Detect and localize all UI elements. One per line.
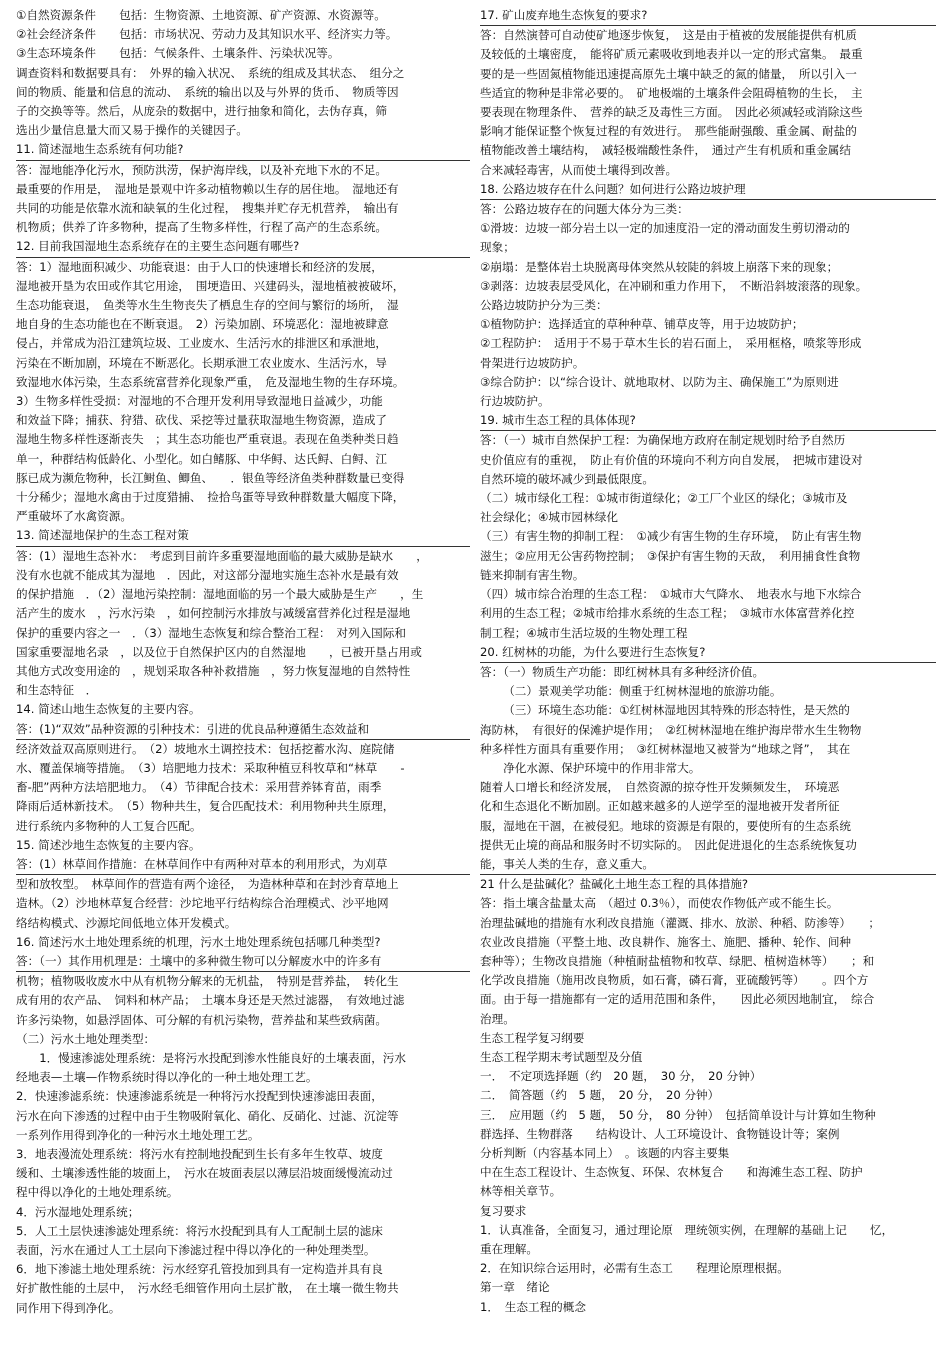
text-line: 滋生；②应用无公害药物控制； ③保护有害生物的天敌， 利用捕食性食物 bbox=[480, 548, 861, 563]
text-line: 治理。 bbox=[480, 1011, 515, 1026]
text-line: 三． 应用题（约 5 题， 50 分， 80 分钟） 包括简单设计与计算如生物种 bbox=[480, 1107, 876, 1122]
text-line: 制工程；④城市生活垃圾的生物处理工程 bbox=[480, 625, 688, 640]
text-line: 3）生物多样性受损：对湿地的不合理开发利用导致湿地日益减少，功能 bbox=[16, 394, 383, 409]
text-line: 缓和、土壤渗透性能的坡面上， 污水在坡面表层以薄层沿坡面缓慢流动过 bbox=[16, 1166, 393, 1181]
text-line: （二）污水土地处理类型： bbox=[16, 1031, 156, 1046]
text-line: 自然环境的破坏减少到最低限度。 bbox=[480, 471, 654, 486]
text-line: 要表现在物理条件、 营养的缺乏及毒性三方面。 因此必须减轻或消除这些 bbox=[480, 105, 863, 120]
text-line: 随着人口增长和经济发展， 自然资源的掠夺性开发频频发生， 环境恶 bbox=[480, 780, 840, 795]
text-line: 经济效益双高原则进行。 （2）坡地水土调控技术：包括挖蓄水沟、庭院储 bbox=[16, 741, 395, 756]
text-line: 林等相关章节。 bbox=[480, 1184, 562, 1199]
text-line: 些适宜的物种是非常必要的。 矿地极端的土壤条件会阻碍植物的生长， 主 bbox=[480, 85, 863, 100]
text-line: 1． 生态工程的概念 bbox=[480, 1299, 586, 1314]
right-column bbox=[480, 6, 936, 1317]
text-line: 机物；植物吸收废水中从有机物分解来的无机盐， 特别是营养盐， 转化生 bbox=[16, 974, 399, 989]
text-line: 群选择、生物群落 结构设计、人工环境设计、食物链设计等；案例 bbox=[480, 1126, 840, 1141]
text-line: 复习要求 bbox=[480, 1203, 527, 1218]
text-line: 国家重要湿地名录 ，以及位于自然保护区内的自然湿地 ，已被开垦占用或 bbox=[16, 644, 422, 659]
text-line: ③生态环境条件 包括：气候条件、土壤条件、污染状况等。 bbox=[16, 46, 340, 61]
text-line: 答：自然演替可自动使矿地逐步恢复， 这是由于植被的发展能提供有机质 bbox=[480, 28, 857, 43]
text-line: 严重破坏了水禽资源。 bbox=[16, 509, 132, 524]
text-line: 中在生态工程设计、生态恢复、环保、农林复合 和海滩生态工程、防护 bbox=[480, 1165, 863, 1180]
question-heading: 11. 简述湿地生态系统有何功能? bbox=[16, 140, 470, 160]
question-heading: 20. 红树林的功能，为什么要进行生态恢复? bbox=[480, 643, 936, 663]
text-line: ①自然资源条件 包括：生物资源、土地资源、矿产资源、水资源等。 bbox=[16, 8, 386, 22]
text-line: 造林。（2）沙地林草复合经营：沙坨地平行结构综合治理模式、沙平地网 bbox=[16, 896, 389, 911]
text-line: 好扩散性能的土层中， 污水经毛细管作用向土层扩散， 在土壤一微生物共 bbox=[16, 1281, 399, 1296]
text-line: 没有水也就不能成其为湿地 ．因此，对这部分湿地实施生态补水是最有效 bbox=[16, 567, 399, 582]
text-line: 海防林， 有很好的保滩护堤作用； ②红树林湿地在维护海岸带水生生物物 bbox=[480, 722, 862, 737]
text-line: 经地表—土壤—作物系统时得以净化的一种土地处理工艺。 bbox=[16, 1070, 318, 1085]
text-line: ②社会经济条件 包括：市场状况、劳动力及其知识水平、经济实力等。 bbox=[16, 27, 398, 42]
text-line: 生态工程学期末考试题型及分值 bbox=[480, 1049, 643, 1064]
text-line: 型和放牧型。 林草间作的营造有两个途径， 为造林种草和在封沙育草地上 bbox=[16, 877, 399, 892]
text-line: 1．认真准备，全面复习，通过理论原 理统领实例，在理解的基础上记 忆， bbox=[480, 1222, 894, 1237]
question-heading: 答：(1）林草间作措施：在林草间作中有两种对草本的利用形式，为刈草 bbox=[16, 855, 470, 875]
text-line: 污水在向下渗透的过程中由于生物吸附氧化、硝化、反硝化、过滤、沉淀等 bbox=[16, 1108, 399, 1123]
text-line: 链来抑制有害生物。 bbox=[480, 567, 585, 582]
text-line: ②工程防护： 适用于不易于草木生长的岩石面上， 采用框格，喷浆等形成 bbox=[480, 336, 862, 351]
text-line: （二）城市绿化工程：①城市街道绿化；②工厂个业区的绿化；③城市及 bbox=[480, 491, 848, 506]
text-line: 史价值应有的重视， 防止有价值的环境向不利方向自发展， 把城市建设对 bbox=[480, 452, 863, 467]
text-line: 植物能改善土壤结构， 减轻极端酸性条件， 通过产生有机质和重金属结 bbox=[480, 143, 851, 158]
text-line: 成有用的农产品、 饲料和林产品； 土壤本身还是天然过滤器， 有效地过滤 bbox=[16, 993, 405, 1008]
text-line: 答：（一）城市自然保护工程：为确保地方政府在制定规划时给予自然历 bbox=[480, 433, 846, 448]
text-line: 十分稀少；湿地水禽由于过度猎捕、 捡拾鸟蛋等导致种群数量大幅度下降， bbox=[16, 490, 405, 505]
question-heading: 19. 城市生态工程的具体体现? bbox=[480, 411, 936, 431]
text-line: 3．地表漫流处理系统：将污水有控制地投配到生长有多年生牧草、坡度 bbox=[16, 1146, 383, 1161]
text-line: 机物质；供养了许多物种，提高了生物多样性，行程了高产的生态系统。 bbox=[16, 220, 388, 235]
text-line: 活产生的废水 ，污水污染 ，如何控制污水排放与减缓富营养化过程是湿地 bbox=[16, 606, 411, 621]
text-line: 要的是一些固氮植物能迅速提高原先土壤中缺乏的氮的储量， 所以引入一 bbox=[480, 66, 857, 81]
text-line: 地自身的生态功能也在不断衰退。 2）污染加剧、环境恶化：湿地被肆意 bbox=[16, 317, 389, 332]
text-line: 侵占，并常成为沿江建筑垃圾、工业废水、生活污水的排泄区和承泄地， bbox=[16, 336, 388, 351]
text-line: 同作用下得到净化。 bbox=[16, 1300, 121, 1315]
text-line: ③综合防护：以“综合设计、就地取材、以防为主、确保施工”为原则进 bbox=[480, 374, 839, 389]
text-line: 间的物质、能量和信息的流动、 系统的输出以及与外界的货币、 物质等因 bbox=[16, 84, 399, 99]
text-line: 调查资料和数据要具有： 外界的输入状况、 系统的组成及其状态、 组分之 bbox=[16, 65, 405, 80]
text-line: 进行系统内多物种的人工复合匹配。 bbox=[16, 818, 202, 833]
text-line: （二）景观美学功能：侧重于红树林湿地的旅游功能。 bbox=[503, 684, 782, 699]
text-line: 畜-肥”两种方法培肥地力。 （4）节律配合技术：采用营养钵育苗，雨季 bbox=[16, 780, 382, 795]
text-line: 和生态特征 ． bbox=[16, 683, 98, 698]
text-line: 答：(1）湿地生态补水： 考虑到目前许多重要湿地面临的最大威胁是缺水 ， bbox=[16, 548, 428, 563]
text-line: 面。由于每一措施都有一定的适用范围和条件， 因此必须因地制宜， 综合 bbox=[480, 992, 875, 1007]
text-line: 6．地下渗滤土地处理系统：污水经穿孔管投加到具有一定构造并具有良 bbox=[16, 1262, 383, 1277]
left-column bbox=[16, 6, 470, 1318]
text-line: 合来减轻毒害，从而使土壤得到改善。 bbox=[480, 162, 678, 177]
text-line: 及较低的土壤密度， 能将矿质元素吸收到地表并以一定的形式富集。 最重 bbox=[480, 47, 863, 62]
text-line: 化和生态退化不断加剧。正如越来越多的人逆学至的湿地被开发者所征 bbox=[480, 799, 840, 814]
text-line: 2．在知识综合运用时，必需有生态工 程理论原理根据。 bbox=[480, 1261, 789, 1276]
text-line: 答：公路边坡存在的问题大体分为三类： bbox=[480, 202, 689, 217]
text-line: 14. 简述山地生态恢复的主要内容。 bbox=[16, 702, 201, 717]
text-line: 现象； bbox=[480, 240, 515, 255]
text-line: ②崩塌：是整体岩土块脱离母体突然从较陡的斜坡上崩落下来的现象； bbox=[480, 259, 839, 274]
text-line: 一． 不定项选择题（约 20 题， 30 分， 20 分钟） bbox=[480, 1069, 762, 1084]
text-line: 影响才能保证整个恢复过程的有效进行。 那些能耐强酸、重金属、耐盐的 bbox=[480, 124, 857, 139]
question-heading: 答：（一）其作用机理是：土壤中的多种微生物可以分解废水中的许多有 bbox=[16, 952, 470, 972]
text-line: 答：1）湿地面积减少、功能衰退：由于人口的快速增长和经济的发展， bbox=[16, 259, 383, 274]
text-line: 5．人工土层快速渗滤处理系统：将污水投配到具有人工配制土层的滤床 bbox=[16, 1223, 383, 1238]
question-heading: 18. 公路边坡存在什么问题？如何进行公路边坡护理 bbox=[480, 180, 936, 200]
text-line: 21 什么是盐碱化？盐碱化土地生态工程的具体措施? bbox=[480, 877, 749, 892]
text-line: 络结构模式、沙源坨间低地立体开发模式。 bbox=[16, 915, 237, 930]
text-line: 行边坡防护。 bbox=[480, 394, 550, 409]
text-line: 降雨后适林新技术。 （5）物种共生，复合匹配技术：利用物种共生原理， bbox=[16, 799, 395, 814]
text-line: 社会绿化；④城市园林绿化 bbox=[480, 510, 618, 525]
text-line: 其他方式改变用途的 ，规划采取各种补救措施 ，努力恢复湿地的自然特性 bbox=[16, 663, 411, 678]
text-line: 重在理解。 bbox=[480, 1242, 538, 1256]
text-line: 保护的重要内容之一 ．（3）湿地生态恢复和综合整治工程： 对列入国际和 bbox=[16, 625, 406, 640]
text-line: 第一章 绪论 bbox=[480, 1280, 550, 1295]
text-line: 一系列作用得到净化的一种污水土地处理工艺。 bbox=[16, 1127, 260, 1142]
question-heading: 答：(1)“双效”品种资源的引种技术：引进的优良品种遵循生态效益和 bbox=[16, 720, 470, 740]
question-heading: 12. 目前我国湿地生态系统存在的主要生态问题有哪些? bbox=[16, 237, 470, 257]
text-line: 程中得以净化的土地处理系统。 bbox=[16, 1185, 179, 1200]
text-line: 服，湿地在干涸，在被侵犯。地球的资源是有限的，要使所有的生态系统 bbox=[480, 818, 852, 833]
text-line: 答：指土壤含盐量太高 （超过 0.3％），而使农作物低产或不能生长。 bbox=[480, 896, 839, 911]
text-line: 选出少量信息量大而又易于操作的关键因子。 bbox=[16, 123, 248, 138]
text-line: 污染在不断加剧，环境在不断恶化。长期承泄工农业废水、生活污水，导 bbox=[16, 355, 388, 370]
text-line: 表面，污水在通过人工土层向下渗滤过程中得以净化的一种处理类型。 bbox=[16, 1243, 376, 1257]
text-line: 水、覆盖保墒等措施。 （3）培肥地力技术：采取种植豆科牧草和“林草 - bbox=[16, 760, 405, 775]
text-line: 生态功能衰退， 鱼类等水生生物丧失了栖息生存的空间与繁衍的场所， 湿 bbox=[16, 298, 399, 313]
question-heading: 13. 简述湿地保护的生态工程对策 bbox=[16, 526, 470, 546]
text-line: 分析判断（内容基本同上） 。该题的内容主要集 bbox=[480, 1145, 730, 1160]
text-line: 套种等）；生物改良措施（种植耐盐植物和牧草、绿肥、植树造林等） ；和 bbox=[480, 953, 875, 968]
text-line: 公路边坡防护分为三类： bbox=[480, 298, 608, 313]
text-line: 最重要的作用是， 湿地是景观中许多动植物赖以生存的居住地。 湿地还有 bbox=[16, 181, 399, 196]
text-line: 子的交换等等。然后，从庞杂的数据中，进行抽象和简化，去伪存真，筛 bbox=[16, 104, 388, 119]
text-line: 种多样性方面具有重要作用； ③红树林湿地又被誉为“地球之肾”， 其在 bbox=[480, 741, 851, 756]
text-line: 许多污染物，如悬浮固体、可分解的有机污染物，营养盐和某些致病菌。 bbox=[16, 1012, 388, 1027]
text-line: （三）有害生物的抑制工程： ①减少有害生物的生存环境， 防止有害生物 bbox=[480, 529, 862, 544]
text-line: 利用的生态工程；②城市给排水系统的生态工程； ③城市水体富营养化控 bbox=[480, 606, 855, 621]
text-line: 湿地生物多样性逐渐丧失 ；其生态功能也严重衰退。表现在鱼类种类日趋 bbox=[16, 432, 399, 447]
text-line: 湿地被开垦为农田或作其它用途， 围埂造田、兴建码头，湿地植被被破坏， bbox=[16, 278, 405, 293]
text-line: 豚已成为濒危物种，长江鲥鱼、鲫鱼、 ．银鱼等经济鱼类种群数量已变得 bbox=[16, 470, 405, 485]
text-line: 共同的功能是依靠水流和缺氧的生化过程， 搜集并贮存无机营养， 输出有 bbox=[16, 201, 399, 216]
text-line: ①植物防护：选择适宜的草种种草、铺草皮等，用于边坡防护； bbox=[480, 317, 804, 332]
text-line: 骨架进行边坡防护。 bbox=[480, 355, 585, 370]
question-heading: 17. 矿山废弃地生态恢复的要求? bbox=[480, 6, 936, 26]
text-line: 1．慢速渗滤处理系统：是将污水投配到渗水性能良好的土壤表面，污水 bbox=[39, 1050, 406, 1065]
text-line: 答：湿地能净化污水，预防洪涝，保护海岸线，以及补充地下水的不足。 bbox=[16, 162, 388, 177]
text-line: 16. 简述污水土地处理系统的机理，污水土地处理系统包括哪几种类型? bbox=[16, 934, 381, 949]
text-line: 2．快速渗滤系统：快速渗滤系统是一种将污水投配到快速渗滤田表面， bbox=[16, 1089, 383, 1104]
text-line: 致湿地水体污染，生态系统富营养化现象严重， 危及湿地生物的生存环境。 bbox=[16, 374, 405, 389]
text-line: ③剥落：边坡表层受风化，在冲刷和重力作用下， 不断沿斜坡滚落的现象。 bbox=[480, 278, 868, 293]
text-line: （四）城市综合治理的生态工程： ①城市大气降水、 地表水与地下水综合 bbox=[480, 587, 862, 602]
text-line: 净化水源、保护环境中的作用非常大。 bbox=[503, 760, 701, 775]
text-line: 和效益下降；捕获、狩猎、砍伐、采挖等过量获取湿地生物资源，造成了 bbox=[16, 413, 388, 428]
text-line: 单一，种群结构低龄化、小型化。如白鳍豚、中华鲟、达氏鲟、白鲟、江 bbox=[16, 451, 388, 466]
text-line: 提供无止境的商品和服务时不切实际的。 因此促进退化的生态系统恢复功 bbox=[480, 837, 857, 852]
text-line: （三）环境生态功能：①红树林湿地因其特殊的形态特性，是天然的 bbox=[503, 703, 850, 718]
text-line: 二． 简答题（约 5 题， 20 分， 20 分钟） bbox=[480, 1088, 720, 1103]
text-line: 的保护措施 ．（2）湿地污染控制：湿地面临的另一个最大威胁是生产 ，生 bbox=[16, 587, 424, 602]
text-line: 4．污水湿地处理系统； bbox=[16, 1204, 140, 1219]
text-line: 答：（一）物质生产功能：即红树林具有多种经济价值。 bbox=[480, 664, 765, 679]
text-line: 化学改良措施（施用改良物质，如石膏，磷石膏，亚硫酸钙等） 。四个方 bbox=[480, 973, 869, 988]
text-line: 生态工程学复习纲要 bbox=[480, 1030, 585, 1045]
text-line: 治理盐碱地的措施有水利改良措施（灌溉、排水、放淤、种稻、防渗等） ； bbox=[480, 915, 880, 930]
question-heading: 能，事关人类的生存，意义重大。 bbox=[480, 855, 936, 875]
text-line: ①滑坡：边坡一部分岩土以一定的加速度沿一定的滑动面发生剪切滑动的 bbox=[480, 221, 850, 236]
text-line: 15. 简述沙地生态恢复的主要内容。 bbox=[16, 837, 201, 852]
text-line: 农业改良措施（平整土地、改良耕作、施客土、施肥、播种、轮作、间种 bbox=[480, 934, 852, 949]
